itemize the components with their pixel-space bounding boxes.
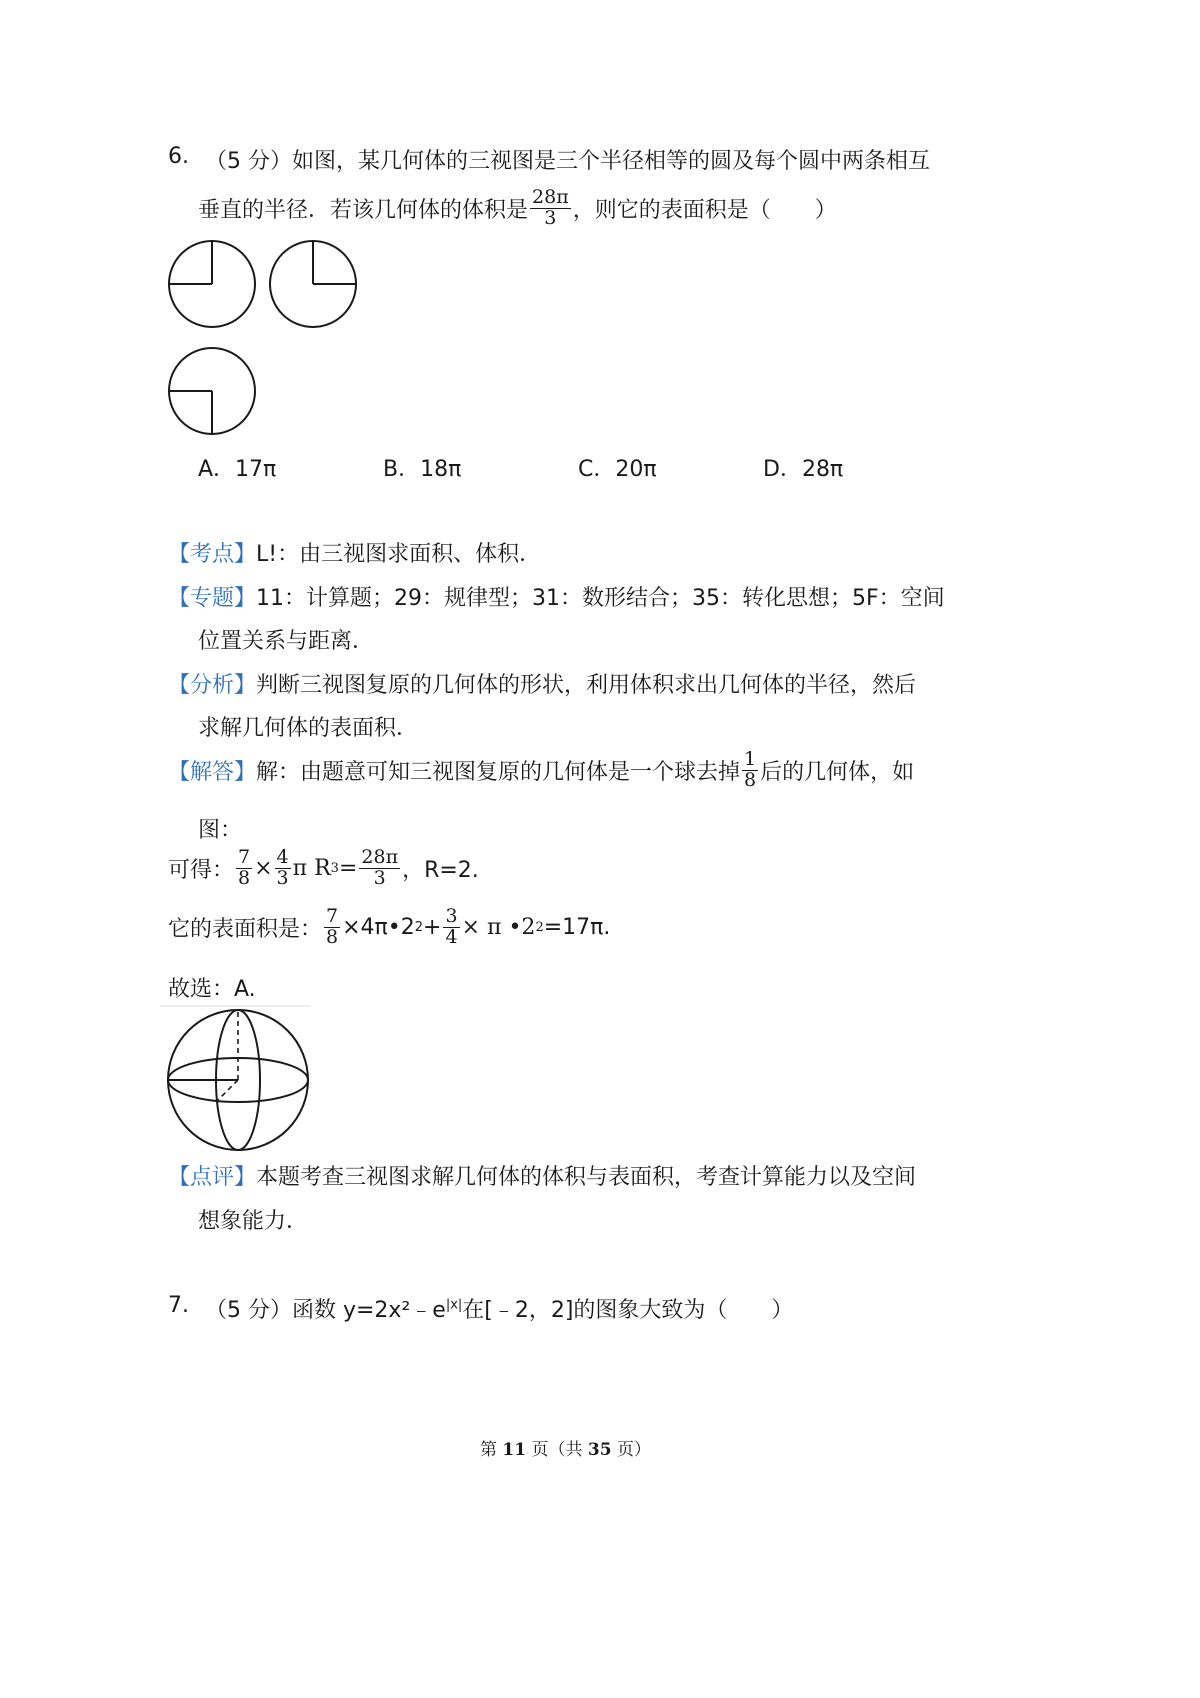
keda-frac3-den: 3 (373, 866, 386, 889)
fenxi-text1: 判断三视图复原的几何体的形状，利用体积求出几何体的半径，然后 (256, 673, 917, 698)
surf-plus: + (423, 914, 442, 940)
surface-formula (168, 907, 610, 948)
jieda-tag: 【解答】 (168, 759, 257, 785)
q7-exp: |x| (445, 1297, 463, 1313)
surf-frac1-num: 7 (326, 905, 339, 927)
q7-number: 7. (168, 1293, 189, 1318)
kaodian-tag: 【考点】 (168, 542, 257, 567)
surf-mid2: × π •2 (461, 914, 536, 940)
q6-volume-fraction (530, 188, 571, 229)
dianping-tag: 【点评】 (168, 1165, 257, 1190)
jieda-frac-den: 8 (744, 768, 757, 791)
keda-times: × (254, 855, 273, 881)
kaodian-row (168, 537, 541, 568)
answer-choice: 故选：A. (168, 977, 256, 1002)
footer-total-pages: 35 (587, 1440, 612, 1460)
keda-frac2-den: 3 (276, 866, 289, 889)
keda-frac3-num: 28π (361, 846, 399, 868)
keda-eq: = (338, 855, 358, 881)
option-d: D．28π (763, 457, 844, 482)
surf-frac2-den: 4 (445, 925, 458, 948)
footer-text-b: 页（共 (526, 1440, 588, 1460)
dianping-text2: 想象能力． (198, 1209, 309, 1234)
keda-prefix: 可得： (168, 857, 235, 883)
surf-frac1 (324, 907, 340, 948)
footer-text-a: 第 (480, 1440, 503, 1460)
dianping-text1: 本题考查三视图求解几何体的体积与表面积，考查计算能力以及空间 (256, 1165, 917, 1190)
sphere-diagram (160, 1002, 316, 1154)
three-view-diagram (160, 234, 370, 444)
keda-pi-r: π R (292, 855, 331, 881)
keda-frac3 (359, 848, 400, 889)
fenxi-tag: 【分析】 (168, 673, 257, 698)
keda-frac1-num: 7 (238, 846, 251, 868)
fenxi-row (168, 668, 916, 699)
q6-line2-before: 垂直的半径．若该几何体的体积是 (198, 197, 529, 223)
option-c: C．20π (578, 457, 657, 482)
q6-volume-num: 28π (532, 186, 569, 208)
surf-frac2 (443, 907, 459, 948)
option-a: A．17π (198, 457, 277, 482)
jieda-row (168, 750, 914, 791)
q6-number: 6. (168, 144, 189, 169)
keda-frac2-num: 4 (276, 846, 289, 868)
zhuanti-text2: 位置关系与距离． (198, 629, 375, 654)
surf-exp2: 2 (535, 919, 544, 935)
surf-exp1: 2 (414, 919, 424, 935)
surf-suffix: =17π. (543, 914, 611, 940)
footer-page-number: 11 (502, 1440, 527, 1460)
q6-line2 (198, 188, 837, 229)
fenxi-text2: 求解几何体的表面积． (198, 716, 419, 741)
zhuanti-tag: 【专题】 (168, 586, 257, 611)
q6-line2-after: ，则它的表面积是（ ） (572, 197, 837, 223)
jieda-frac-num: 1 (744, 748, 757, 770)
jieda-text2: 图： (198, 818, 243, 843)
dianping-row (168, 1160, 916, 1191)
keda-formula (168, 848, 479, 889)
keda-frac1-den: 8 (238, 866, 251, 889)
surf-prefix: 它的表面积是： (168, 916, 323, 942)
q7-text-a: （5 分）函数 y=2x²﹣e (205, 1298, 446, 1323)
jieda-text1a: 解：由题意可知三视图复原的几何体是一个球去掉 (256, 759, 741, 785)
kaodian-text: L!：由三视图求面积、体积． (256, 542, 542, 567)
keda-exp: 3 (330, 860, 339, 876)
q6-volume-den: 3 (544, 206, 557, 229)
footer-text-c: 页） (611, 1440, 651, 1460)
zhuanti-row (168, 581, 945, 612)
jieda-fraction (742, 750, 758, 791)
q7-text (205, 1293, 793, 1324)
q7-text-b: 在[﹣2，2]的图象大致为（ ） (462, 1298, 794, 1323)
zhuanti-text1: 11：计算题；29：规律型；31：数形结合；35：转化思想；5F：空间 (256, 586, 945, 611)
keda-suffix: ，R=2. (402, 857, 479, 883)
jieda-text1b: 后的几何体，如 (760, 759, 915, 785)
keda-frac2 (275, 848, 291, 889)
surf-frac2-num: 3 (445, 905, 458, 927)
surf-frac1-den: 8 (326, 925, 339, 948)
surf-mid1: ×4π•2 (342, 914, 415, 940)
page-footer (480, 1435, 651, 1460)
keda-frac1 (236, 848, 252, 889)
option-b: B．18π (383, 457, 462, 482)
q6-line1: （5 分）如图，某几何体的三视图是三个半径相等的圆及每个圆中两条相互 (205, 149, 930, 174)
